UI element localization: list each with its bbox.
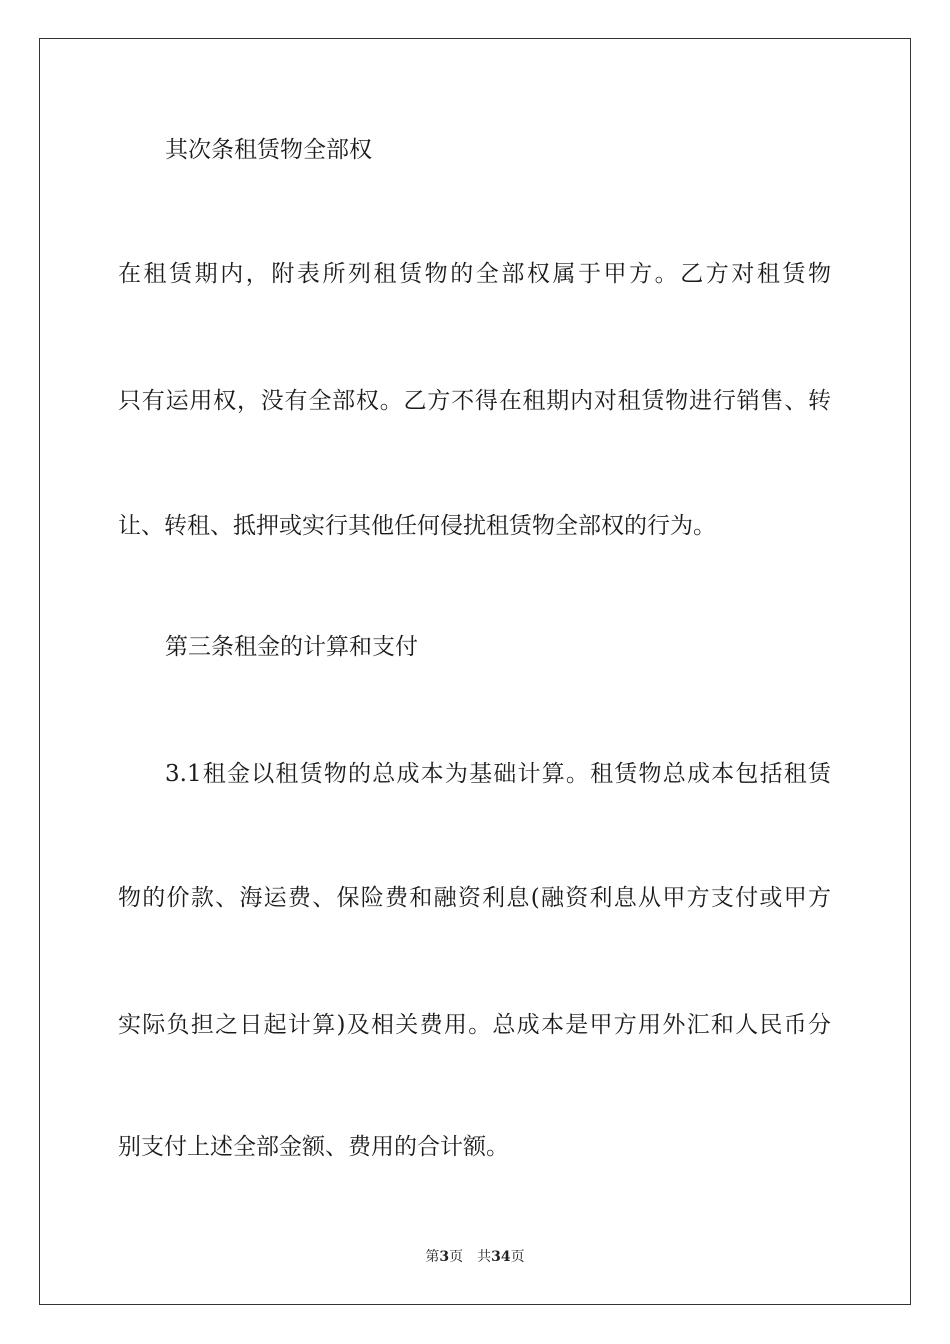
page-border: [39, 38, 911, 1305]
total-prefix: 共: [477, 1249, 492, 1265]
page-footer: [0, 1248, 950, 1266]
page-suffix: 页: [449, 1249, 464, 1265]
page-number: 3: [439, 1249, 450, 1265]
page-prefix: 第: [425, 1249, 440, 1265]
paragraph-line: 在租赁期内，附表所列租赁物的全部权属于甲方。乙方对租赁物: [118, 261, 831, 287]
paragraph-line: 让、转租、抵押或实行其他任何侵扰租赁物全部权的行为。: [118, 513, 716, 539]
paragraph-line: 实际负担之日起计算)及相关费用。总成本是甲方用外汇和人民币分: [118, 1012, 831, 1038]
section-heading-ownership: 其次条租赁物全部权: [165, 137, 372, 163]
paragraph-line: 别支付上述全部金额、费用的合计额。: [118, 1134, 509, 1160]
paragraph-line: 只有运用权，没有全部权。乙方不得在租期内对租赁物进行销售、转: [118, 388, 831, 414]
section-heading-rent: 第三条租金的计算和支付: [165, 634, 418, 660]
paragraph-line: 3.1租金以租赁物的总成本为基础计算。租赁物总成本包括租赁: [165, 761, 831, 787]
paragraph-line: 物的价款、海运费、保险费和融资利息(融资利息从甲方支付或甲方: [118, 885, 831, 911]
total-pages: 34: [491, 1249, 511, 1265]
total-suffix: 页: [510, 1249, 525, 1265]
